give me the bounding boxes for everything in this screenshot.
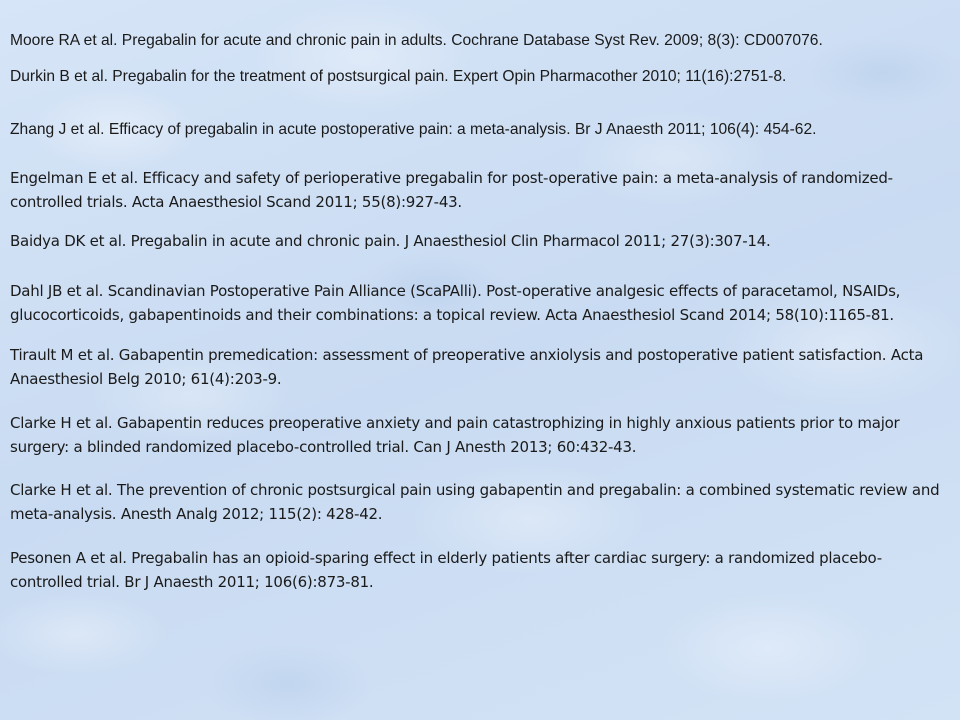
reference-baidya-2011: Baidya DK et al. Pregabalin in acute and chronic pain. J Anaesthesiol Clin Pharmacol 2011; 27(3):307-14. xyxy=(10,232,771,250)
reference-dahl-2014: Dahl JB et al. Scandinavian Postoperative Pain Alliance (ScaPAlli). Post-operative analgesic effects of paracetamol, NSAIDs, glucocorticoids, gabapentinoids and their combinations: a topical review. Acta Anaesthesiol Scand 2014; 58(10):1165-81. xyxy=(10,282,901,324)
reference-pesonen-2011: Pesonen A et al. Pregabalin has an opioid-sparing effect in elderly patients after cardiac surgery: a randomized placebo-controlled trial. Br J Anaesth 2011; 106(6):873-81. xyxy=(10,549,882,591)
reference-clarke-2012: Clarke H et al. The prevention of chronic postsurgical pain using gabapentin and pregabalin: a combined systematic review and meta-analysis. Anesth Analg 2012; 115(2): 428-42. xyxy=(10,481,940,523)
reference-engelman-2011: Engelman E et al. Efficacy and safety of perioperative pregabalin for post-operative pain: a meta-analysis of randomized-controlled trials. Acta Anaesthesiol Scand 2011; 55(8):927-43. xyxy=(10,169,893,211)
reference-moore-2009: Moore RA et al. Pregabalin for acute and chronic pain in adults. Cochrane Database Syst Rev. 2009; 8(3): CD007076. xyxy=(10,32,823,49)
reference-durkin-2010: Durkin B et al. Pregabalin for the treatment of postsurgical pain. Expert Opin Pharmacother 2010; 11(16):2751-8. xyxy=(10,68,787,85)
reference-clarke-2013: Clarke H et al. Gabapentin reduces preoperative anxiety and pain catastrophizing in highly anxious patients prior to major surgery: a blinded randomized placebo-controlled trial. Can J Anesth 2013; 60:432-43. xyxy=(10,414,900,456)
reference-zhang-2011: Zhang J et al. Efficacy of pregabalin in acute postoperative pain: a meta-analysis. Br J Anaesth 2011; 106(4): 454-62. xyxy=(10,121,817,138)
reference-tirault-2010: Tirault M et al. Gabapentin premedication: assessment of preoperative anxiolysis and postoperative patient satisfaction. Acta Anaesthesiol Belg 2010; 61(4):203-9. xyxy=(10,346,924,388)
